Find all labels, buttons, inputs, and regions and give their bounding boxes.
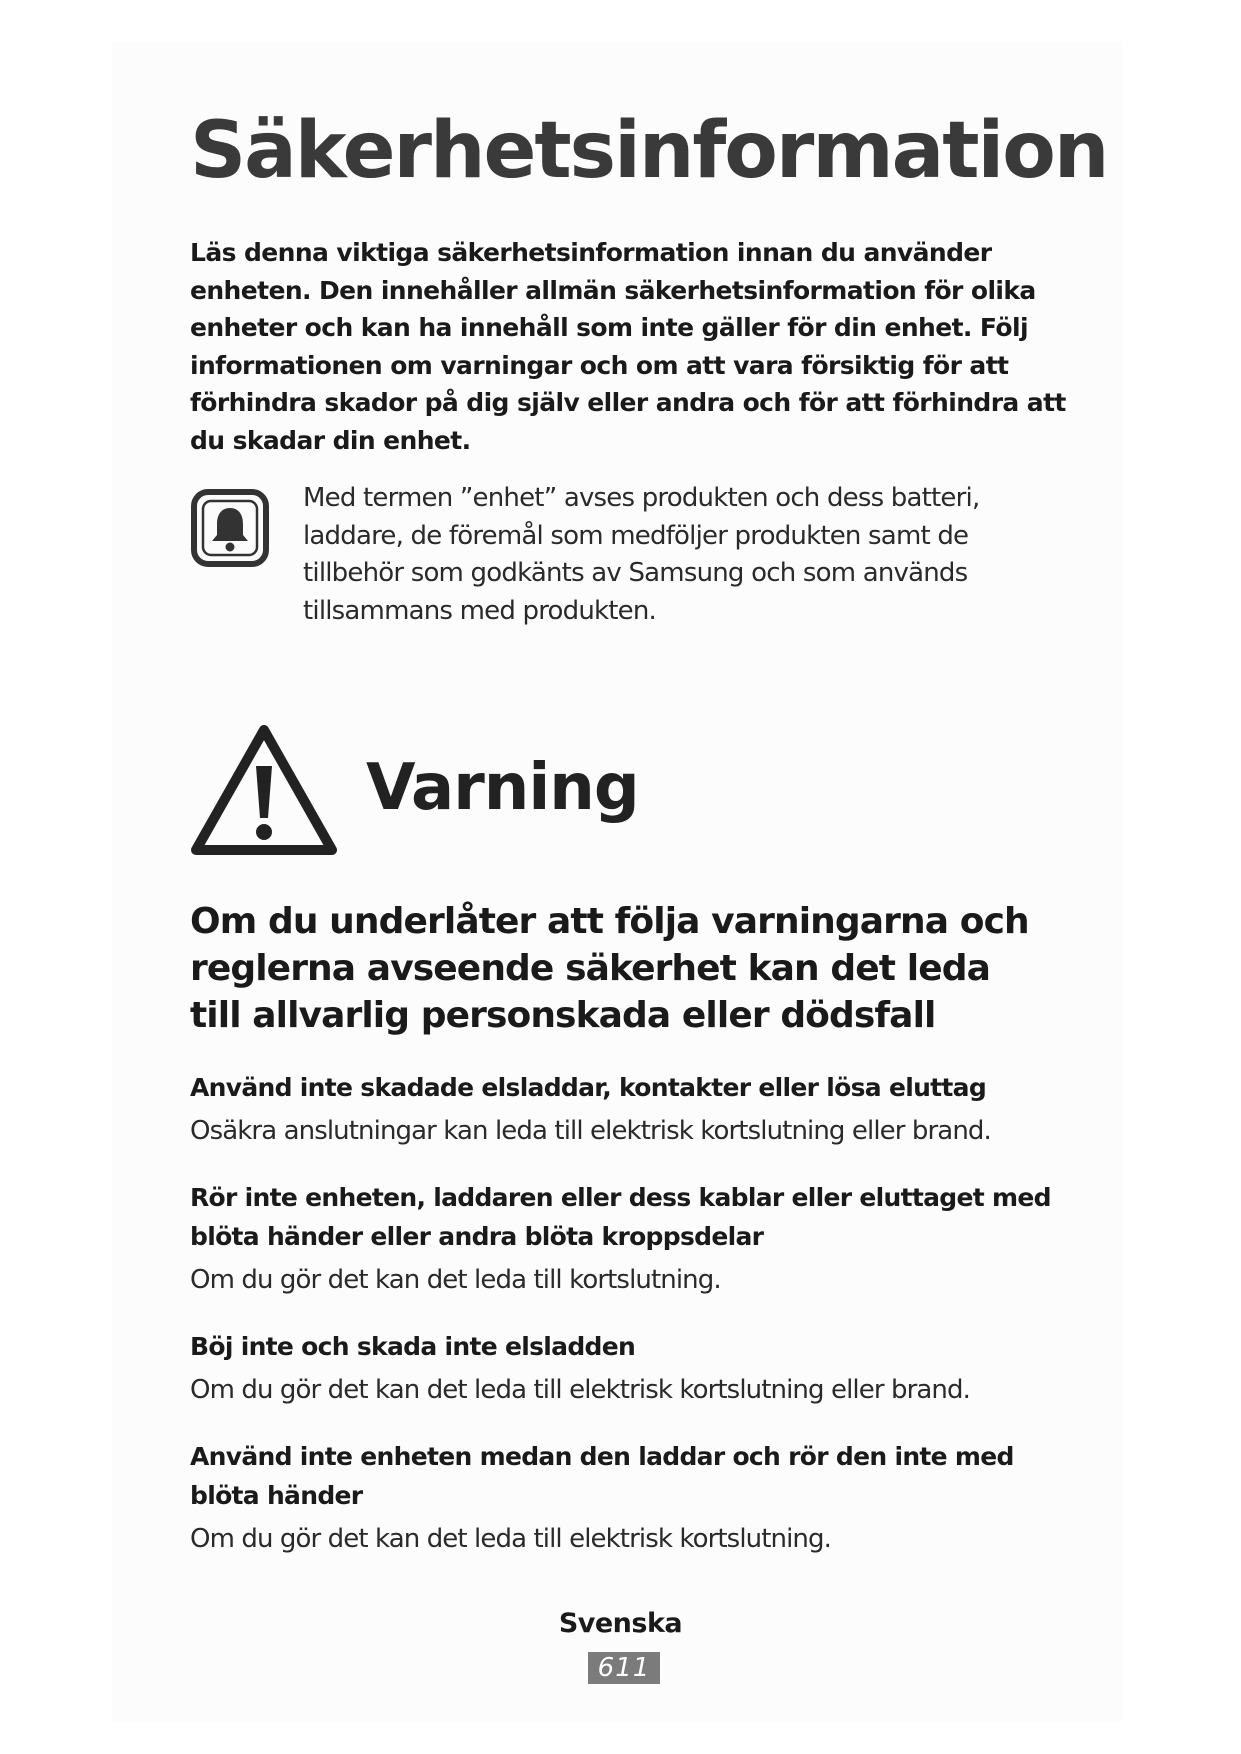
- warning-item-body: Om du gör det kan det leda till kortslutning.: [190, 1265, 721, 1295]
- warning-item-heading: Rör inte enheten, laddaren eller dess kablar eller eluttaget med blöta händer eller andra blöta kroppsdelar: [190, 1183, 1051, 1251]
- note-text: Med termen ”enhet” avses produkten och dess batteri, laddare, de föremål som medföljer produkten samt de tillbehör som godkänts av Samsung och som används tillsammans med produkten.: [303, 483, 980, 626]
- notice-bell-icon: [190, 488, 270, 568]
- warning-item-body: Osäkra anslutningar kan leda till elektrisk kortslutning eller brand.: [190, 1116, 991, 1146]
- warning-item: [190, 1437, 1070, 1558]
- footer-language: Svenska: [558, 1608, 683, 1639]
- warning-item-heading: Använd inte skadade elsladdar, kontakter eller lösa eluttag: [190, 1073, 987, 1102]
- warning-item-heading: Använd inte enheten medan den laddar och rör den inte med blöta händer: [190, 1442, 1014, 1510]
- warning-items-list: [190, 1068, 1070, 1558]
- warning-triangle-icon: [190, 722, 338, 858]
- warning-item: [190, 1178, 1070, 1299]
- warning-subheading: Om du underlåter att följa varningarna och reglerna avseende säkerhet kan det leda till allvarlig personskada eller dödsfall: [190, 901, 1029, 1036]
- warning-item-body: Om du gör det kan det leda till elektrisk kortslutning.: [190, 1524, 831, 1554]
- warning-item-body: Om du gör det kan det leda till elektrisk kortslutning eller brand.: [190, 1375, 970, 1405]
- warning-item: [190, 1068, 1070, 1150]
- page-title: Säkerhetsinformation: [190, 106, 1108, 196]
- warning-item-heading: Böj inte och skada inte elsladden: [190, 1332, 636, 1361]
- warning-item: [190, 1327, 1070, 1409]
- page-number: 611: [588, 1652, 660, 1684]
- intro-paragraph: Läs denna viktiga säkerhetsinformation innan du använder enheten. Den innehåller allmän säkerhetsinformation för olika enheter och kan ha innehåll som inte gäller för din enhet. Följ informationen om varningar och om att vara försiktig för att förhindra skador på dig själv eller andra och för att förhindra att du skadar din enhet.: [190, 238, 1066, 455]
- warning-heading: Varning: [366, 751, 639, 825]
